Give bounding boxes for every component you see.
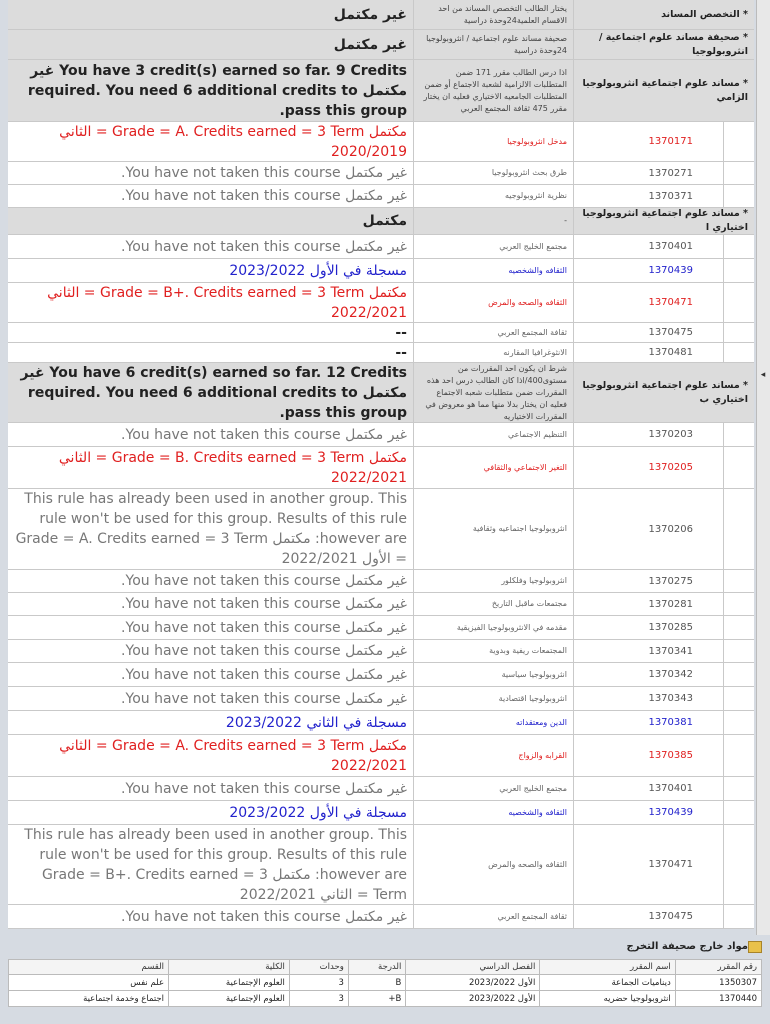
scroll-arrow-icon[interactable]: ◂ [760,370,766,380]
spacer [724,423,754,446]
spacer [724,735,754,776]
course-code[interactable]: 1370271 [574,162,724,184]
course-title[interactable]: ثقافة المجتمع العربي [497,327,567,337]
course-code[interactable]: 1370205 [574,447,724,488]
status-text: غير مكتمل You have not taken this course. [121,908,407,925]
requirement-name: * صحيفة مساند علوم اجتماعية / انثروبولوجيا [599,31,748,57]
spacer [724,489,754,569]
status-text: غير مكتمل [333,6,407,23]
status-text: غير مكتمل You have not taken this course. [121,426,407,443]
status-cell [8,60,414,121]
course-code[interactable]: 1370471 [574,283,724,322]
status-cell [8,905,414,928]
spacer [724,663,754,686]
column-header[interactable]: وحدات [289,960,348,975]
table-cell: 3 [289,975,348,991]
status-text: You have 3 credit(s) earned so far. 9 Credits غير مكتمل required. You need 6 additional credits to pass this group. [27,62,407,119]
scrollbar[interactable] [756,0,770,935]
description-cell [414,640,574,662]
status-text: مسجلة في الأول 2023/2022 [229,804,407,821]
requirement-row [8,208,754,235]
spacer [724,447,754,488]
description-cell [414,343,574,362]
description-cell [414,663,574,686]
course-code[interactable]: 1370341 [574,640,724,662]
spacer [724,283,754,322]
spacer [724,323,754,342]
description-cell [414,825,574,904]
status-cell [8,777,414,800]
description-cell [414,489,574,569]
course-row [8,593,754,616]
course-title[interactable]: طرق بحث انثروبولوجيا [491,168,567,177]
outside-courses-title: مواد خارج صحيفة التخرج [626,941,748,952]
status-cell [8,235,414,258]
description-cell [414,162,574,184]
course-code[interactable]: 1370342 [574,663,724,686]
course-row [8,283,754,323]
description-cell [414,122,574,161]
status-text: مكتمل Grade = B. Credits earned = 3 Term = الثاني 2022/2021 [58,449,407,486]
spacer [724,640,754,662]
requirement-description: صحيفة مساند علوم اجتماعية / انثروبولوجيا 24وحدة دراسية [426,33,567,55]
course-row [8,735,754,777]
course-code[interactable]: 1370275 [574,570,724,592]
table-cell: ديناميات الجماعة [540,975,675,991]
folder-icon [748,941,762,953]
course-code[interactable]: 1370206 [574,489,724,569]
table-cell: 1350307 [675,975,761,991]
status-text: مكتمل Grade = B+. Credits earned = 3 Term = الثاني 2022/2021 [47,284,407,321]
status-cell [8,323,414,342]
course-row [8,235,754,259]
status-text: مكتمل [362,213,407,229]
course-row [8,711,754,735]
outside-header-row [9,960,762,975]
status-cell [8,825,414,904]
course-row [8,259,754,283]
description-cell [414,777,574,800]
column-header[interactable]: اسم المقرر [540,960,675,975]
spacer [724,687,754,710]
requirement-name: * مساند علوم اجتماعية انثروبولوجيا الزامي [582,77,748,103]
status-cell [8,735,414,776]
course-title[interactable]: الانثوغرافيا المقارنه [503,347,567,357]
table-cell: الأول 2023/2022 [406,975,540,991]
description-cell [414,363,574,422]
course-row [8,122,754,162]
course-row [8,640,754,663]
spacer [724,593,754,615]
requirement-label [574,30,754,59]
course-row [8,905,754,929]
column-header[interactable]: القسم [9,960,169,975]
course-title[interactable]: مجتمع الخليج العربي [499,241,567,251]
outside-courses-table [8,959,762,1007]
status-text: غير مكتمل You have not taken this course. [121,780,407,797]
requirement-label [574,60,754,121]
description-cell [414,60,574,121]
table-cell: الأول 2023/2022 [406,991,540,1007]
course-code[interactable]: 1370475 [574,323,724,342]
course-code[interactable]: 1370281 [574,593,724,615]
description-cell [414,905,574,928]
spacer [724,162,754,184]
course-title[interactable]: الثقافه والشخصيه [508,265,567,275]
status-text: -- [395,344,407,361]
spacer [724,825,754,904]
requirement-row [8,60,754,122]
status-cell [8,640,414,662]
course-title[interactable]: الثقافه والشخصيه [508,807,567,817]
status-cell [8,185,414,207]
course-code[interactable]: 1370471 [574,825,724,904]
status-text: مسجلة في الثاني 2023/2022 [225,714,407,731]
status-text: You have 6 credit(s) earned so far. 12 Credits غير مكتمل required. You need 6 additional credits to pass this group. [20,364,407,421]
status-text: -- [395,324,407,341]
status-text: غير مكتمل You have not taken this course. [121,690,407,707]
status-cell [8,447,414,488]
status-cell [8,489,414,569]
spacer [724,711,754,734]
description-cell [414,711,574,734]
requirement-name: * مساند علوم اجتماعية انثروبولوجيا اختياري ب [582,379,748,405]
course-code[interactable]: 1370475 [574,905,724,928]
status-cell [8,0,414,29]
spacer [724,801,754,824]
status-text: مكتمل Grade = A. Credits earned = 3 Term = الثاني 2022/2021 [59,737,407,774]
course-row [8,489,754,570]
description-cell [414,687,574,710]
table-cell: 3 [289,991,348,1007]
requirement-row [8,0,754,30]
table-cell: انثروبولوجيا حضريه [540,991,675,1007]
spacer [724,343,754,362]
column-header[interactable]: الفصل الدراسي [406,960,540,975]
requirement-description: شرط ان يكون احد المقررات من مستوى400/اذا كان الطالب درس احد هذه المقررات ضمن متطلبات شعبه الاجتماع فعليه ان يختار بدلا منها مما هو معروض في المقررات الاختياريه [425,363,567,421]
description-cell [414,323,574,342]
description-cell [414,259,574,282]
requirement-label [574,0,754,29]
course-title[interactable]: التغير الاجتماعي والثقافي [483,462,567,472]
course-title[interactable]: القرابه والزواج [518,750,567,760]
description-cell [414,616,574,639]
status-text: غير مكتمل You have not taken this course. [121,643,407,659]
course-title[interactable]: انثروبولوجيا وفلكلور [501,576,567,585]
spacer [724,235,754,258]
status-text: This rule has already been used in another group. This rule won't be used for this group. Results of this rule however are: مكتمل Grade = A. Credits earned = 3 Term = الأول 2022/2021 [15,491,407,567]
column-header[interactable]: الكلية [169,960,290,975]
table-cell: علم نفس [9,975,169,991]
course-title[interactable]: الثقافه والصحه والمرض [488,859,567,869]
course-row [8,162,754,185]
outside-courses-panel [0,935,770,1024]
course-code[interactable]: 1370171 [574,122,724,161]
status-cell [8,363,414,422]
status-text: مسجلة في الأول 2023/2022 [229,262,407,279]
table-cell: B [348,975,406,991]
course-code[interactable]: 1370343 [574,687,724,710]
status-cell [8,801,414,824]
requirement-description: - [564,216,567,225]
course-row [8,777,754,801]
status-cell [8,30,414,59]
status-cell [8,122,414,161]
description-cell [414,593,574,615]
status-text: غير مكتمل You have not taken this course. [121,619,407,636]
course-row [8,825,754,905]
requirement-row [8,363,754,423]
course-code[interactable]: 1370439 [574,801,724,824]
spacer [724,259,754,282]
course-row [8,616,754,640]
course-title[interactable]: الثقافه والصحه والمرض [488,297,567,307]
table-cell: العلوم الإجتماعية [169,991,290,1007]
requirement-label [574,208,754,234]
course-row [8,663,754,687]
status-cell [8,208,414,234]
course-code[interactable]: 1370203 [574,423,724,446]
course-code[interactable]: 1370481 [574,343,724,362]
description-cell [414,570,574,592]
description-cell [414,30,574,59]
spacer [724,777,754,800]
course-title[interactable]: انثروبولوجيا سياسية [501,669,567,679]
status-cell [8,711,414,734]
status-cell [8,616,414,639]
table-cell: 1370440 [675,991,761,1007]
description-cell [414,208,574,234]
table-cell: B+ [348,991,406,1007]
table-row [9,975,762,991]
description-cell [414,283,574,322]
description-cell [414,735,574,776]
table-cell: العلوم الإجتماعية [169,975,290,991]
status-text: غير مكتمل [333,36,407,53]
course-row [8,423,754,447]
course-row [8,343,754,363]
requirement-description: اذا درس الطالب مقرر 171 ضمن المتطلبات الالزامية لشعبة الاجتماع أو ضمن المتطلبات الجامعيه الاختياري فعليه ان يختار مقرر 475 ثقافة المجتمع العربي [423,67,567,113]
spacer [724,570,754,592]
course-title[interactable]: التنظيم الاجتماعي [508,429,567,439]
description-cell [414,0,574,29]
course-title[interactable]: مقدمه في الانثروبولوجيا الفيزيقية [456,622,567,632]
course-title[interactable]: الدين ومعتقداته [515,717,567,727]
course-code[interactable]: 1370385 [574,735,724,776]
course-title[interactable]: نظرية انثروبولوجيه [505,191,567,200]
spacer [724,905,754,928]
requirement-label [574,363,754,422]
status-cell [8,259,414,282]
status-text: مكتمل Grade = A. Credits earned = 3 Term = الثاني 2020/2019 [59,123,407,160]
status-cell [8,162,414,184]
description-cell [414,185,574,207]
status-cell [8,570,414,592]
course-title[interactable]: مجتمع الخليج العربي [499,783,567,793]
status-text: غير مكتمل You have not taken this course. [121,596,407,612]
course-code[interactable]: 1370371 [574,185,724,207]
description-cell [414,801,574,824]
status-cell [8,593,414,615]
table-cell: اجتماع وخدمة اجتماعية [9,991,169,1007]
course-title[interactable]: انثروبولوجيا اجتماعيه وثقافية [472,524,567,533]
requirement-name: * التخصص المساند [661,8,748,20]
status-cell [8,663,414,686]
status-text: غير مكتمل You have not taken this course. [121,238,407,255]
course-code[interactable]: 1370381 [574,711,724,734]
status-cell [8,283,414,322]
course-row [8,447,754,489]
column-header[interactable]: رقم المقرر [675,960,761,975]
status-text: غير مكتمل You have not taken this course. [121,573,407,589]
requirement-name: * مساند علوم اجتماعية انثروبولوجيا اختياري ا [582,208,748,233]
description-cell [414,423,574,446]
status-cell [8,343,414,362]
requirement-description: يختار الطالب التخصص المساند من احد الاقسام العلمية24وحدة دراسية [438,3,567,25]
description-cell [414,447,574,488]
status-text: غير مكتمل You have not taken this course. [121,165,407,181]
course-row [8,801,754,825]
status-text: This rule has already been used in another group. This rule won't be used for this group. Results of this rule however are: مكتمل Grade = B+. Credits earned = 3 Term = الثاني 2022/2021 [24,826,407,903]
status-cell [8,423,414,446]
spacer [724,185,754,207]
status-cell [8,687,414,710]
table-row [9,991,762,1007]
course-row [8,185,754,208]
status-text: غير مكتمل You have not taken this course. [121,188,407,204]
course-row [8,570,754,593]
course-title[interactable]: انثروبولوجيا اقتصادية [498,693,567,703]
course-code[interactable]: 1370285 [574,616,724,639]
course-title[interactable]: مجتمعات ماقبل التاريخ [491,599,567,608]
course-title[interactable]: ثقافة المجتمع العربي [497,911,567,921]
course-code[interactable]: 1370401 [574,235,724,258]
course-code[interactable]: 1370401 [574,777,724,800]
course-row [8,687,754,711]
course-title[interactable]: مدخل انثروبولوجيا [507,136,567,146]
course-code[interactable]: 1370439 [574,259,724,282]
course-title[interactable]: المجتمعات ريفية وبدوية [489,646,567,655]
spacer [724,616,754,639]
column-header[interactable]: الدرجة [348,960,406,975]
requirement-row [8,30,754,60]
status-text: غير مكتمل You have not taken this course. [121,666,407,683]
course-row [8,323,754,343]
spacer [724,122,754,161]
description-cell [414,235,574,258]
